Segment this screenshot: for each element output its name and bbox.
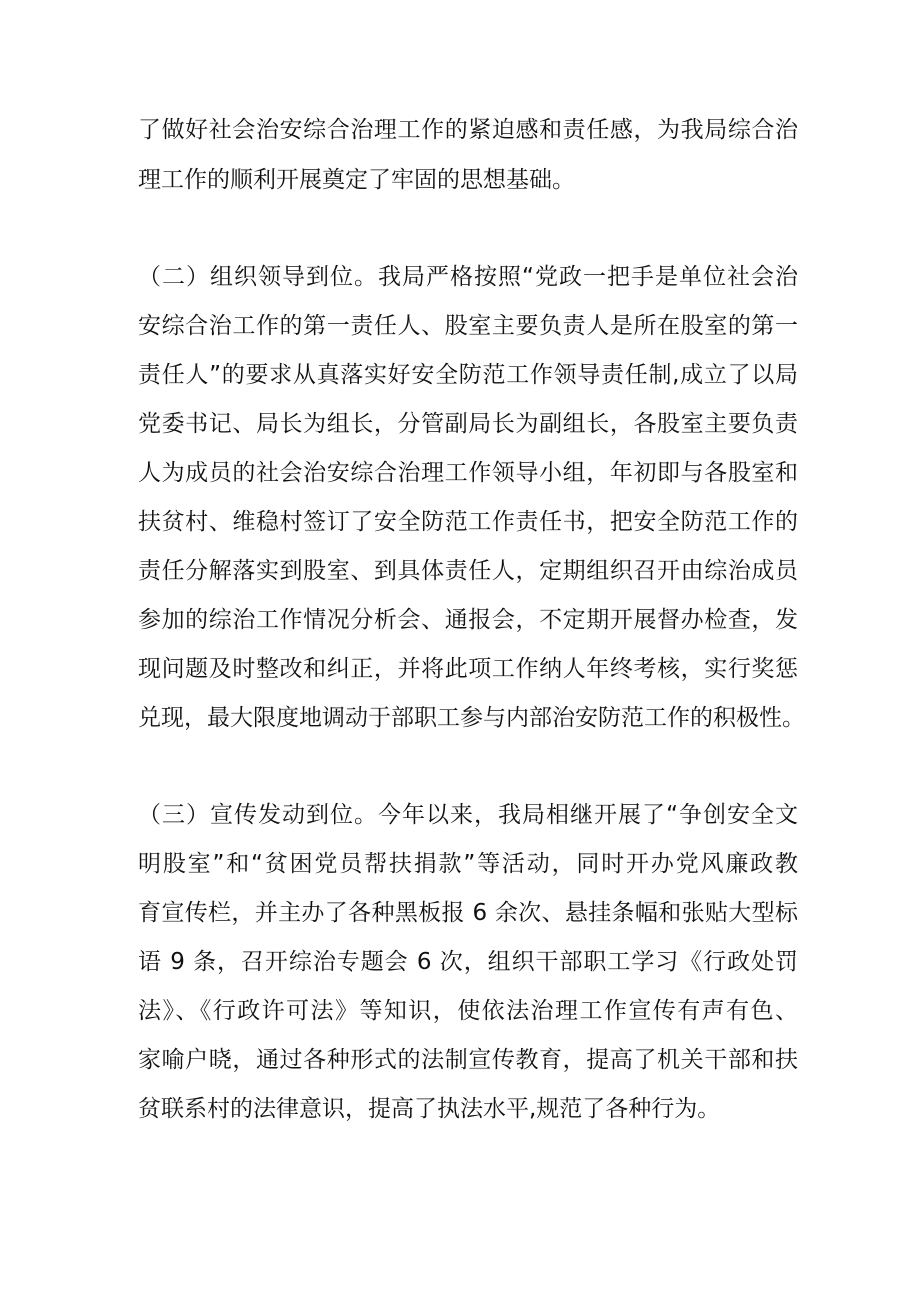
text-line: 明股室”和“贫困党员帮扶捐款”等活动，同时开办党风廉政教 <box>138 851 798 877</box>
text-line: （三）宣传发动到位。今年以来，我局相继开展了“争创安全文 <box>138 802 798 828</box>
text-line: 参加的综治工作情况分析会、通报会，不定期开展督办检查，发 <box>138 607 798 633</box>
text-line: 党委书记、局长为组长，分管副局长为副组长，各股室主要负责 <box>138 411 798 437</box>
text-line: 扶贫村、维稳村签订了安全防范工作责任书，把安全防范工作的 <box>138 509 798 535</box>
text-line: 责任人”的要求从真落实好安全防范工作领导责任制,成立了以局 <box>138 362 798 388</box>
text-line: 了做好社会治安综合治理工作的紧迫感和责任感，为我局综合治 <box>138 117 798 143</box>
text-line: 责任分解落实到股室、到具体责任人，定期组织召开由综治成员 <box>138 558 798 584</box>
text-line: 兑现，最大限度地调动于部职工参与内部治安防范工作的积极性。 <box>138 705 805 731</box>
text-line: 贫联系村的法律意识，提高了执法水平,规范了各种行为。 <box>138 1096 721 1122</box>
text-line: 家喻户晓，通过各种形式的法制宣传教育，提高了机关干部和扶 <box>138 1047 798 1073</box>
text-line: 人为成员的社会治安综合治理工作领导小组，年初即与各股室和 <box>138 460 798 486</box>
text-line: 育宣传栏，并主办了各种黑板报 6 余次、悬挂条幅和张贴大型标 <box>138 900 798 926</box>
text-line: 理工作的顺利开展奠定了牢固的思想基础。 <box>138 167 575 193</box>
text-line: 法》、《行政许可法》等知识，使依法治理工作宣传有声有色、 <box>138 998 798 1024</box>
text-line: （二）组织领导到位。我局严格按照“党政一把手是单位社会治 <box>138 264 798 290</box>
text-line: 安综合治工作的第一责任人、股室主要负责人是所在股室的第一 <box>138 313 798 339</box>
text-line: 语 9 条，召开综治专题会 6 次，组织干部职工学习《行政处罚 <box>138 949 798 975</box>
text-line: 现问题及时整改和纠正，并将此项工作纳人年终考核，实行奖惩 <box>138 656 798 682</box>
